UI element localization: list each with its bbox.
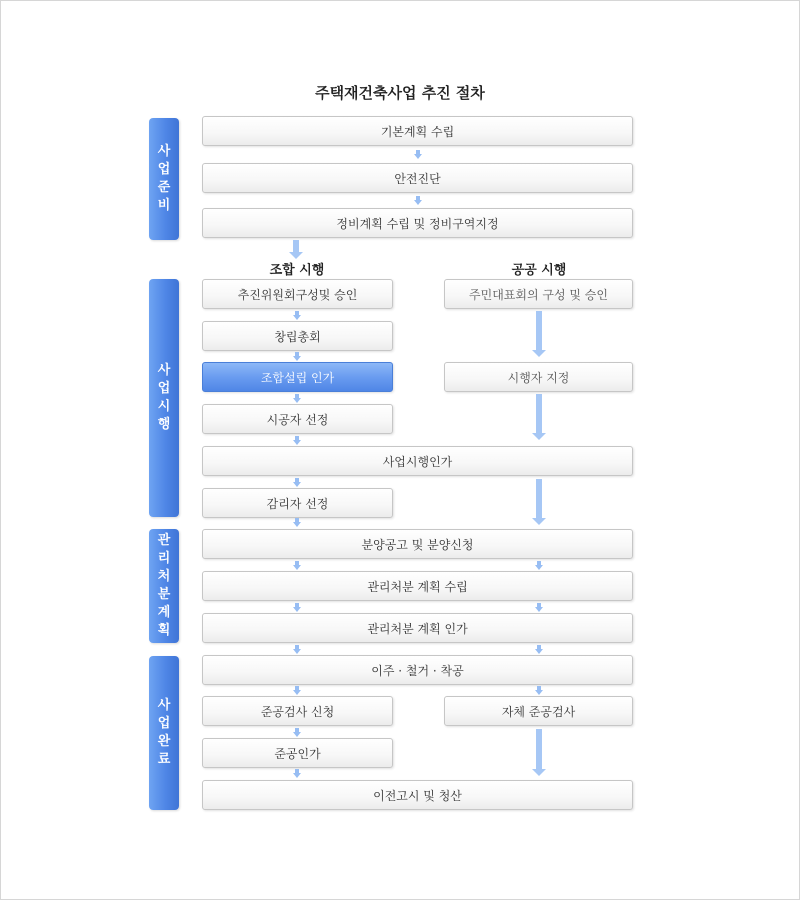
step-safety-diagnosis: 안전진단 bbox=[202, 163, 633, 193]
arrow-down-icon bbox=[535, 565, 543, 570]
step-completion-approval: 준공인가 bbox=[202, 738, 393, 768]
step-basic-plan: 기본계획 수립 bbox=[202, 116, 633, 146]
arrow-down-icon bbox=[293, 315, 301, 320]
step-contractor-selection: 시공자 선정 bbox=[202, 404, 393, 434]
step-resident-council: 주민대표회의 구성 및 승인 bbox=[444, 279, 633, 309]
step-union-establishment-approval: 조합설립 인가 bbox=[202, 362, 393, 392]
arrow-down-icon bbox=[535, 649, 543, 654]
step-transfer-settlement: 이전고시 및 청산 bbox=[202, 780, 633, 810]
arrow-down-icon bbox=[293, 240, 299, 252]
arrow-down-icon bbox=[535, 607, 543, 612]
arrow-down-icon bbox=[293, 522, 301, 527]
step-founding-meeting: 창립총회 bbox=[202, 321, 393, 351]
arrow-down-icon bbox=[414, 200, 422, 205]
arrow-down-icon bbox=[414, 154, 422, 159]
page-title: 주택재건축사업 추진 절차 bbox=[315, 84, 485, 102]
arrow-down-icon bbox=[536, 394, 542, 433]
step-sale-notice: 분양공고 및 분양신청 bbox=[202, 529, 633, 559]
step-supervisor-selection: 감리자 선정 bbox=[202, 488, 393, 518]
arrow-down-icon bbox=[293, 649, 301, 654]
arrow-down-icon bbox=[293, 482, 301, 487]
arrow-down-icon bbox=[535, 690, 543, 695]
step-self-inspection: 자체 준공검사 bbox=[444, 696, 633, 726]
step-inspection-request: 준공검사 신청 bbox=[202, 696, 393, 726]
step-disposal-approval: 관리처분 계획 인가 bbox=[202, 613, 633, 643]
arrow-down-icon bbox=[293, 732, 301, 737]
column-heading-union: 조합 시행 bbox=[269, 263, 325, 278]
step-operator-designation: 시행자 지정 bbox=[444, 362, 633, 392]
step-project-implementation-approval: 사업시행인가 bbox=[202, 446, 633, 476]
arrow-down-icon bbox=[536, 479, 542, 518]
phase-label-prep: 사업준비 bbox=[149, 118, 179, 240]
arrow-down-icon bbox=[293, 398, 301, 403]
arrow-down-icon bbox=[293, 440, 301, 445]
arrow-down-icon bbox=[293, 565, 301, 570]
arrow-down-icon bbox=[293, 773, 301, 778]
phase-label-exec: 사업시행 bbox=[149, 279, 179, 517]
arrow-down-icon bbox=[536, 311, 542, 350]
phase-label-complete: 사업완료 bbox=[149, 656, 179, 810]
phase-label-disposal: 관리처분계획 bbox=[149, 529, 179, 643]
step-relocation-demolition: 이주 · 철거 · 착공 bbox=[202, 655, 633, 685]
arrow-down-icon bbox=[293, 690, 301, 695]
arrow-down-icon bbox=[293, 356, 301, 361]
arrow-down-icon bbox=[293, 607, 301, 612]
step-district-designation: 정비계획 수립 및 정비구역지정 bbox=[202, 208, 633, 238]
arrow-down-icon bbox=[536, 729, 542, 769]
step-disposal-plan: 관리처분 계획 수립 bbox=[202, 571, 633, 601]
step-committee-approval: 추진위원회구성및 승인 bbox=[202, 279, 393, 309]
column-heading-public: 공공 시행 bbox=[511, 263, 567, 278]
